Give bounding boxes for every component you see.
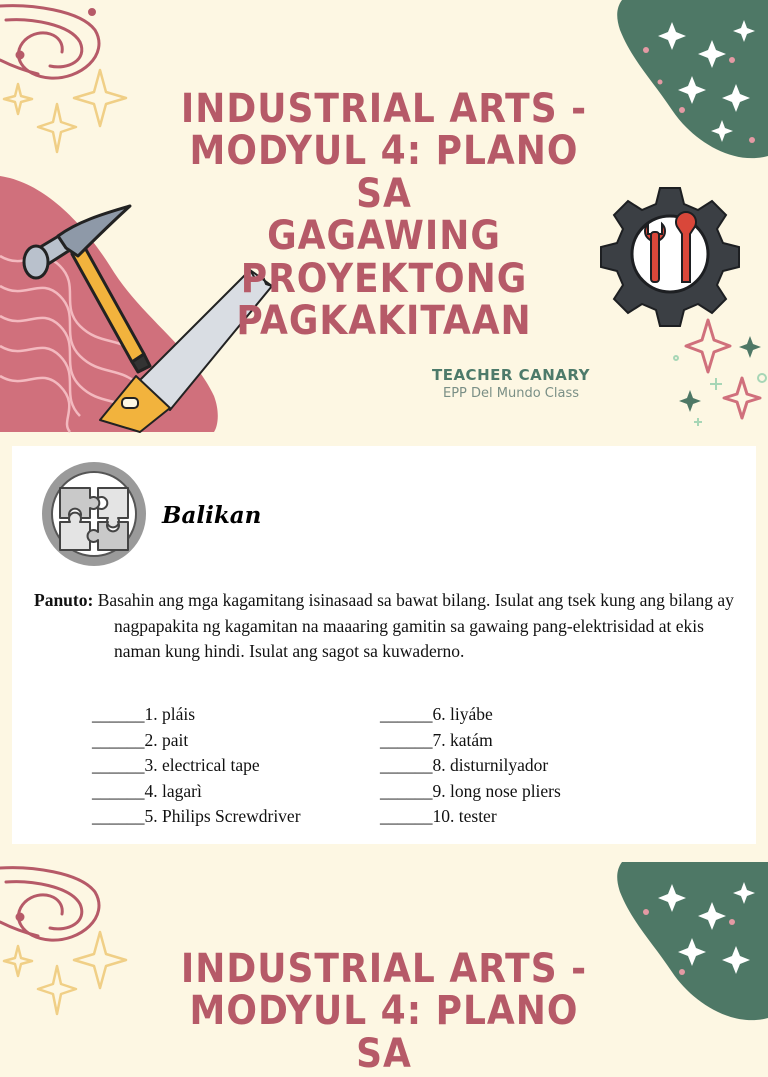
instruction-label: Panuto: <box>34 590 94 610</box>
list-item <box>92 728 301 754</box>
item-list-left <box>92 702 301 830</box>
class-name: EPP Del Mundo Class <box>442 386 579 401</box>
item-text: 8. disturnilyador <box>432 755 549 775</box>
answer-blank: ______ <box>380 729 433 750</box>
list-item <box>380 728 561 754</box>
title-line: INDUSTRIAL ARTS - <box>180 86 588 132</box>
answer-blank: ______ <box>380 755 433 775</box>
item-text: 3. electrical tape <box>144 755 260 775</box>
list-item <box>380 779 561 805</box>
list-item <box>92 804 301 830</box>
title-line: MODYUL 4: PLANO SA <box>189 988 579 1077</box>
list-item <box>92 779 301 805</box>
item-text: 10. tester <box>432 806 497 826</box>
list-item <box>380 804 561 830</box>
title-line: INDUSTRIAL ARTS - <box>180 946 588 992</box>
list-item <box>92 702 301 728</box>
teacher-block <box>418 366 604 401</box>
answer-blank: ______ <box>92 755 145 775</box>
slide-title <box>160 88 608 342</box>
swirl-icon <box>0 862 130 1024</box>
worksheet-page <box>12 446 756 844</box>
instruction-paragraph <box>34 588 746 665</box>
list-item <box>380 753 561 779</box>
item-text: 6. liyábe <box>432 704 493 724</box>
answer-blank: ______ <box>380 806 433 826</box>
answer-blank: ______ <box>380 780 433 801</box>
slide-title <box>160 948 608 1075</box>
item-text: 9. long nose pliers <box>432 780 561 801</box>
star-blob <box>612 0 768 164</box>
sparkle-icon <box>668 316 768 432</box>
instruction-text: Basahin ang mga kagamitang isinasaad sa bawat bilang. Isulat ang tsek kung ang bilang ay nagpapakita ng kagamitan na maaaring gamitin sa gawaing pang-elektrisidad at ekis naman kung hindi. Isulat ang sagot sa kuwaderno. <box>97 590 734 661</box>
title-slide-repeat <box>0 862 768 1077</box>
answer-blank: ______ <box>92 780 145 801</box>
item-text: 5. Philips Screwdriver <box>144 806 301 826</box>
answer-blank: ______ <box>92 806 145 826</box>
title-slide <box>0 0 768 432</box>
answer-blank: ______ <box>92 704 145 724</box>
star-blob <box>612 862 768 1024</box>
gear-tools-icon <box>600 184 740 324</box>
answer-blank: ______ <box>380 704 433 724</box>
list-item <box>380 702 561 728</box>
item-list-right <box>380 702 561 830</box>
item-text: 7. katám <box>432 729 493 750</box>
teacher-name: TEACHER CANARY <box>431 366 591 384</box>
sparkle-icon <box>0 62 130 172</box>
answer-blank: ______ <box>92 729 145 750</box>
title-line: PAGKAKITAAN <box>236 297 532 344</box>
item-text: 4. lagarì <box>144 780 202 801</box>
title-line: MODYUL 4: PLANO SA <box>189 128 579 217</box>
list-item <box>92 753 301 779</box>
item-text: 1. pláis <box>144 704 196 724</box>
puzzle-icon <box>40 460 148 568</box>
item-text: 2. pait <box>144 729 189 750</box>
section-heading: Balikan <box>162 502 262 529</box>
title-line: GAGAWING PROYEKTONG <box>240 213 528 302</box>
